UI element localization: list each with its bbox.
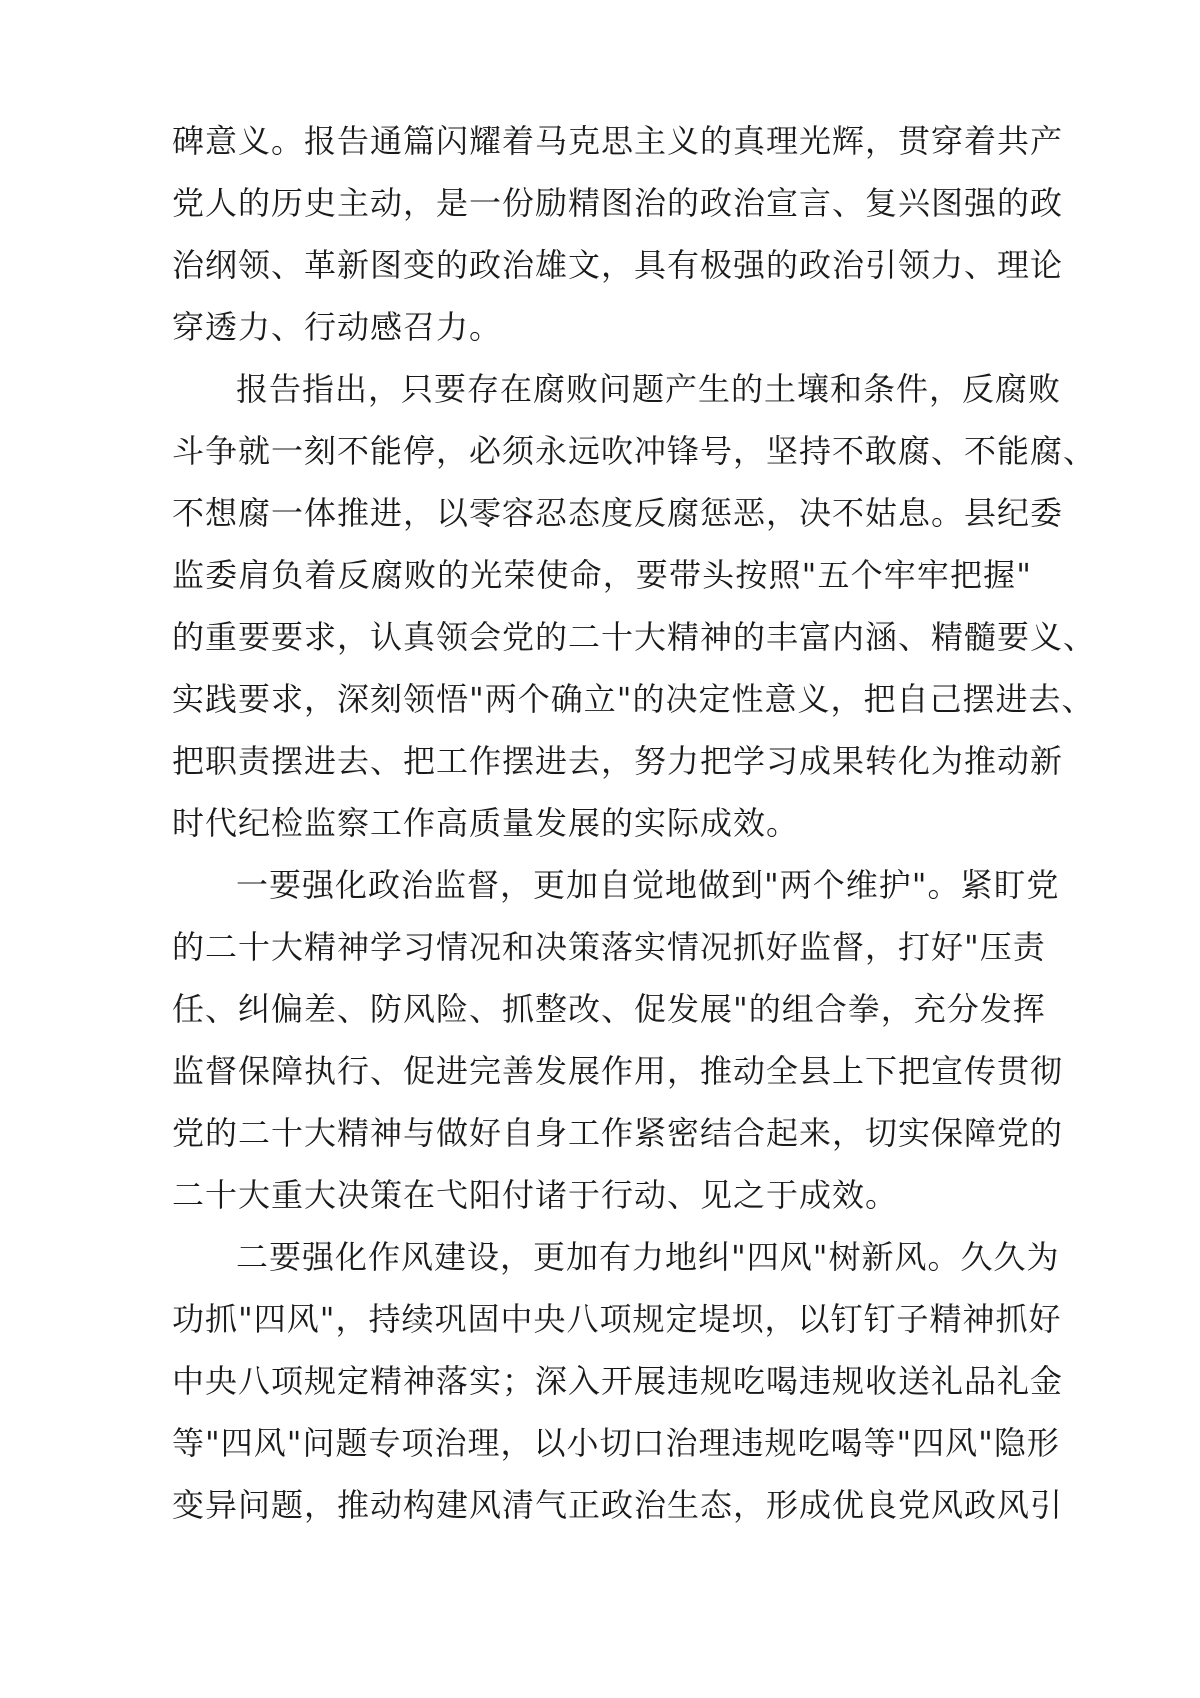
paragraph-3-line-6: 二十大重大决策在弋阳付诸于行动、见之于成效。 xyxy=(172,1176,899,1214)
paragraph-3-line-4: 监督保障执行、促进完善发展作用，推动全县上下把宣传贯彻 xyxy=(172,1052,1064,1090)
paragraph-2-line-7: 把职责摆进去、把工作摆进去，努力把学习成果转化为推动新 xyxy=(172,742,1064,780)
paragraph-1-line-4: 穿透力、行动感召力。 xyxy=(172,308,503,346)
paragraph-4-line-5: 变异问题，推动构建风清气正政治生态，形成优良党风政风引 xyxy=(172,1486,1064,1524)
paragraph-3-line-1: 一要强化政治监督，更加自觉地做到"两个维护"。紧盯党 xyxy=(236,866,1060,904)
paragraph-2-line-2: 斗争就一刻不能停，必须永远吹冲锋号，坚持不敢腐、不能腐、 xyxy=(172,432,1097,470)
paragraph-1-line-3: 治纲领、革新图变的政治雄文，具有极强的政治引领力、理论 xyxy=(172,246,1064,284)
paragraph-4-line-4: 等"四风"问题专项治理，以小切口治理违规吃喝等"四风"隐形 xyxy=(172,1424,1060,1462)
paragraph-4-line-3: 中央八项规定精神落实；深入开展违规吃喝违规收送礼品礼金 xyxy=(172,1362,1064,1400)
paragraph-4-line-1: 二要强化作风建设，更加有力地纠"四风"树新风。久久为 xyxy=(236,1238,1060,1276)
paragraph-2-line-5: 的重要要求，认真领会党的二十大精神的丰富内涵、精髓要义、 xyxy=(172,618,1097,656)
paragraph-2-line-8: 时代纪检监察工作高质量发展的实际成效。 xyxy=(172,804,800,842)
paragraph-2-line-6: 实践要求，深刻领悟"两个确立"的决定性意义，把自己摆进去、 xyxy=(172,680,1095,718)
paragraph-2-line-3: 不想腐一体推进，以零容忍态度反腐惩恶，决不姑息。县纪委 xyxy=(172,494,1064,532)
paragraph-2-line-4: 监委肩负着反腐败的光荣使命，要带头按照"五个牢牢把握" xyxy=(172,556,1032,594)
paragraph-1-line-2: 党人的历史主动，是一份励精图治的政治宣言、复兴图强的政 xyxy=(172,184,1064,222)
paragraph-1-line-1: 碑意义。报告通篇闪耀着马克思主义的真理光辉，贯穿着共产 xyxy=(172,122,1064,160)
paragraph-2-line-1: 报告指出，只要存在腐败问题产生的土壤和条件，反腐败 xyxy=(236,370,1062,408)
paragraph-3-line-3: 任、纠偏差、防风险、抓整改、促发展"的组合拳，充分发挥 xyxy=(172,990,1046,1028)
body-text xyxy=(172,110,1097,1536)
paragraph-3-line-5: 党的二十大精神与做好自身工作紧密结合起来，切实保障党的 xyxy=(172,1114,1064,1152)
paragraph-4-line-2: 功抓"四风"，持续巩固中央八项规定堤坝，以钉钉子精神抓好 xyxy=(172,1300,1062,1338)
paragraph-3-line-2: 的二十大精神学习情况和决策落实情况抓好监督，打好"压责 xyxy=(172,928,1046,966)
